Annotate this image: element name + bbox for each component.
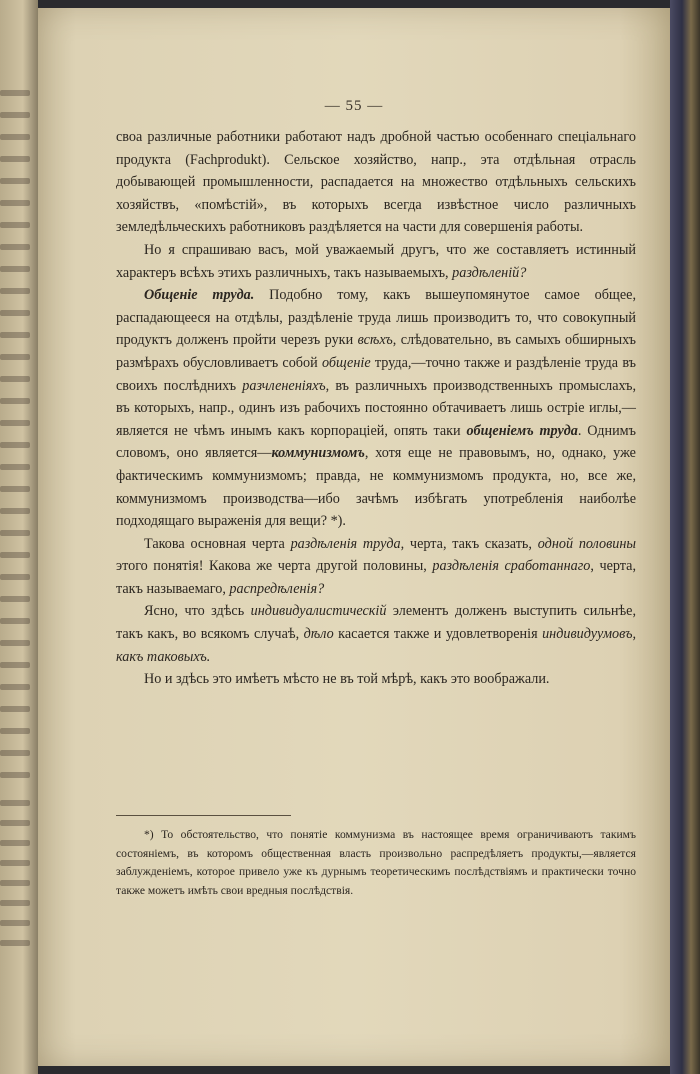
paragraph-4-italic-1: раздѣленія труда <box>290 535 401 552</box>
paragraph-5-italic-2: дѣло <box>303 626 334 643</box>
paragraph-3-italic-5: коммунизмомъ <box>271 445 365 462</box>
paragraph-3-part-b: , слѣдовательно, въ самыхъ обширныхъ размѣрахъ обусловливаетъ собой <box>116 332 636 371</box>
paragraph-3-part-f: , хотя еще не правовымъ, но, однако, уже фактическимъ коммунизмомъ; правда, не коммунизмомъ продукта, но, все же, коммунизмомъ производства—ибо зачѣмъ избѣгать употребленія наиболѣе подходящаго выраженія для вещи? *). <box>116 445 636 530</box>
paragraph-3-part-e: . Однимъ словомъ, оно является— <box>116 422 636 462</box>
paragraph-4-part-a: Такова основная черта <box>144 535 291 552</box>
paragraph-3-part-d: , въ различныхъ производственныхъ промыслахъ, въ которыхъ, напр., одинъ изъ рабочихъ постоянно обтачиваетъ лишь острie иглы,—является не чѣмъ инымъ какъ корпораціей, опять таки <box>116 377 636 439</box>
paragraph-3-part-a: Подобно тому, какъ вышеупомянутое самое общее, распадающееся на отдѣлы, раздѣленіе труда лишь производитъ то, что совокупный продуктъ долженъ пройти черезъ руки <box>116 287 636 349</box>
paragraph-4-part-b: , черта, такъ сказать, <box>400 535 538 552</box>
paragraph-5-italic-3: индивидуумовъ, какъ таковыхъ. <box>116 626 636 665</box>
page-number: — 55 — <box>324 98 384 114</box>
paragraph-5-part-a: Ясно, что здѣсь <box>144 603 251 620</box>
footnote-divider <box>116 815 291 816</box>
book-cover-edge <box>670 0 700 1074</box>
paragraph-5-part-c: касается также и удовлетворенія <box>333 626 543 643</box>
paragraph-3-italic-4: общеніемъ труда <box>466 422 578 439</box>
paragraph-4 <box>116 533 636 601</box>
paragraph-3-part-c: труда,—точно также и раздѣленіе труда въ своихъ послѣднихъ <box>116 354 637 394</box>
body-text <box>116 126 636 691</box>
paragraph-4-part-c: этого понятія! Какова же черта другой половины, <box>116 558 433 575</box>
paragraph-3 <box>116 284 636 533</box>
paragraph-2-text: Но я спрашиваю васъ, мой уважаемый другъ, что же составляетъ истинный характеръ всѣхъ этихъ различныхъ, такъ называемыхъ, <box>116 241 636 281</box>
footnote: *) То обстоятельство, что понятіе коммунизма въ настоящее время ограничиваютъ такимъ состояніемъ, въ которомъ общественная власть произвольно распредѣляетъ продукты,—является заблужденіемъ, которое привело уже къ дурнымъ теоретическимъ послѣдствіямъ и практически точно также можетъ имѣть свои вредныя послѣдствія. <box>116 828 636 897</box>
paragraph-3-italic-1: всѣхъ <box>357 332 393 349</box>
book-page <box>38 8 670 1066</box>
paragraph-4-italic-4: распредѣленія? <box>229 580 325 597</box>
paragraph-2 <box>116 239 636 284</box>
paragraph-4-italic-3: раздѣленія сработаннаго <box>432 558 591 575</box>
paragraph-1: своа различные работники работают надъ дробной частью особеннаго спеціальнаго продукта (Fachprodukt). Сельское хозяйство, напр., эта отдѣльная отрасль добывающей промышленности, распадается на множество отдѣльныхъ сельскихъ хозяйствъ, «помѣстій», въ которыхъ всегда извѣстное число различныхъ земледѣльческихъ работниковъ раздѣляется на части для совершенія работы. <box>116 129 636 236</box>
paragraph-3-italic-3: разчлененіяхъ <box>242 377 326 394</box>
paragraph-6: Но и здѣсь это имѣетъ мѣсто не въ той мѣрѣ, какъ это воображали. <box>144 671 550 688</box>
paragraph-4-italic-2: одной половины <box>537 535 637 552</box>
paragraph-3-italic-2: общеніе <box>321 354 371 371</box>
section-heading: Общеніе труда. <box>144 287 255 304</box>
adjacent-page-edge <box>0 0 38 1074</box>
paragraph-5-part-b: элементъ долженъ выступить сильнѣе, такъ какъ, во всякомъ случаѣ, <box>116 603 636 643</box>
paragraph-5-italic-1: индивидуалистическій <box>250 603 387 620</box>
paragraph-4-part-d: , черта, такъ называемаго, <box>116 558 636 597</box>
paragraph-2-italic: раздѣленій? <box>452 264 527 281</box>
paragraph-5 <box>116 600 636 668</box>
